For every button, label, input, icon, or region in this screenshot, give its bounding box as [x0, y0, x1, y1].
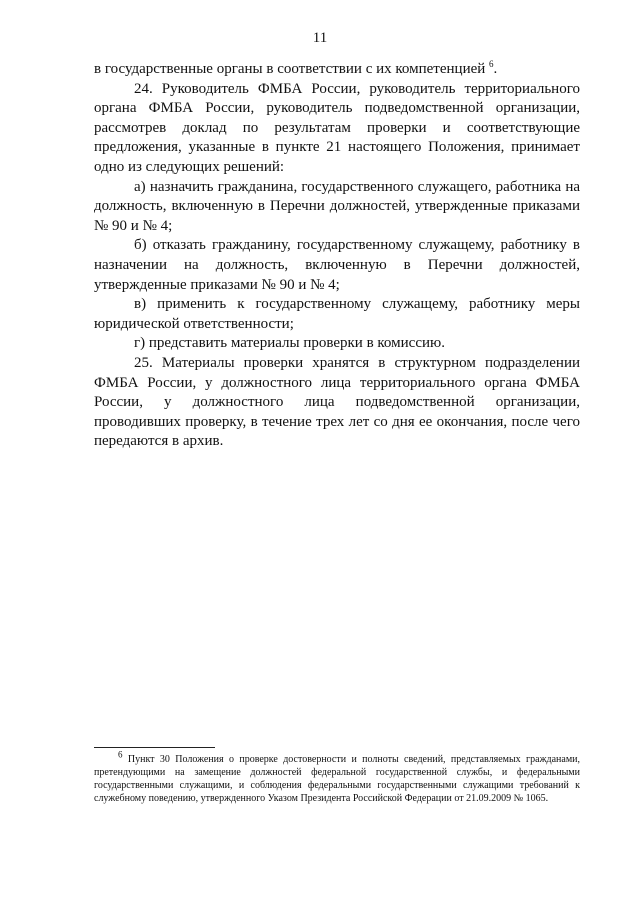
item-v: в) применить к государственному служащему, работнику меры юридической ответственности; [94, 296, 580, 332]
paragraph-24: 24. Руководитель ФМБА России, руководитель территориального органа ФМБА России, руководитель подведомственной организации, рассмотрев доклад по результатам проверки и соответствующие предложения, указанные в пункте 21 настоящего Положения, принимает одно из следующих решений: [94, 80, 580, 175]
page-number: 11 [312, 30, 328, 46]
footnote-reference: 6 [489, 59, 494, 69]
footnote [94, 749, 580, 805]
item-b: б) отказать гражданину, государственному служащему, работнику в назначении на должность, включенную в Перечни должностей, утвержденные приказами № 90 и № 4; [94, 237, 580, 293]
paragraph-25: 25. Материалы проверки хранятся в структурном подразделении ФМБА России, у должностного лица территориального органа ФМБА России, у должностного лица подведомственной организации, проводивших проверку, в течение трех лет со дня ее окончания, после чего передаются в архив. [94, 354, 580, 450]
body-text [94, 60, 580, 452]
item-g: г) представить материалы проверки в комиссию. [134, 335, 445, 352]
continued-paragraph-text: в государственные органы в соответствии с их компетенцией [94, 61, 486, 77]
continued-paragraph-end: . [493, 61, 498, 77]
footnote-text: Пункт 30 Положения о проверке достоверности и полноты сведений, представляемых гражданами, претендующими на замещение должностей федеральной государственной службы, и федеральными государственными служащими, и соблюдения федеральными государственными служащими требований к служебному поведению, утвержденного Указом Президента Российской Федерации от 21.09.2009 № 1065. [94, 754, 580, 804]
footnote-number: 6 [118, 749, 123, 760]
footnote-paragraph [94, 749, 580, 805]
continued-paragraph [94, 60, 580, 80]
item-a: а) назначить гражданина, государственного служащего, работника на должность, включенную в Перечни должностей, утвержденные приказами № 90 и № 4; [94, 178, 580, 234]
footnote-separator [94, 747, 215, 748]
